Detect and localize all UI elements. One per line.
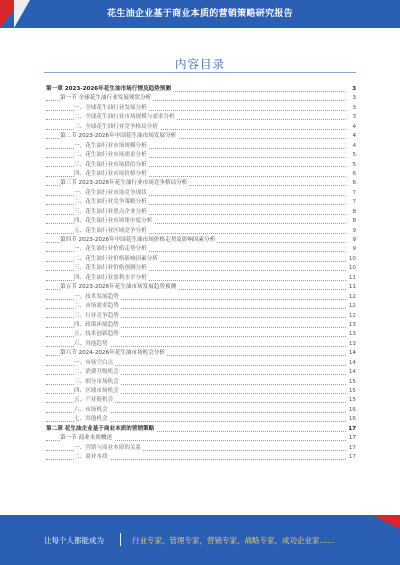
toc-entry[interactable] [46, 368, 356, 377]
toc-entry-page: 10 [348, 264, 356, 273]
toc-entry-page: 4 [351, 142, 356, 151]
toc-entry-page: 17 [347, 425, 356, 434]
toc-entry-page: 13 [348, 321, 356, 330]
toc-entry-title: 二、市场需求趋势 [74, 303, 119, 310]
toc-entry[interactable] [46, 264, 356, 273]
toc-entry[interactable] [46, 378, 356, 387]
toc-entry-title: 第六节 2024-2026年花生油市场机会分析 [60, 350, 165, 357]
toc-entry-title: 六、其他趋势 [74, 340, 108, 347]
toc-entry-title: 一、技术发展趋势 [74, 293, 119, 300]
toc-entry[interactable] [46, 349, 356, 358]
toc-entry-title: 一、市场空白点 [74, 359, 114, 366]
toc-entry[interactable] [46, 453, 356, 462]
toc-entry-page: 15 [348, 396, 356, 405]
toc-entry-title: 五、技术创新趋势 [74, 331, 119, 338]
toc-entry-title: 七、其他机会 [74, 416, 108, 423]
toc-entry[interactable] [46, 227, 356, 236]
toc-entry[interactable] [46, 255, 356, 264]
toc-entry-page: 16 [348, 406, 356, 415]
toc-entry-page: 5 [351, 161, 356, 170]
toc-entry-title: 第一章 2023-2026年花生油市场行情及趋势预测 [46, 86, 171, 92]
toc-entry-page: 12 [348, 293, 356, 302]
toc-entry[interactable] [46, 406, 356, 415]
toc-entry[interactable] [46, 104, 356, 113]
toc-entry[interactable] [46, 236, 356, 245]
toc-entry-page: 13 [348, 340, 356, 349]
toc-entry-page: 14 [348, 368, 356, 377]
toc-entry[interactable] [46, 274, 356, 283]
toc-entry-title: 第二章 花生油企业基于商业本质的营销策略 [46, 425, 155, 432]
toc-entry-title: 一、花生油行业市场规模分析 [74, 142, 147, 149]
toc-entry-page: 14 [348, 349, 356, 358]
toc-entry[interactable] [46, 123, 356, 132]
toc-entry-title: 五、产业链机会 [74, 397, 114, 404]
toc-entry[interactable] [46, 340, 356, 349]
toc-entry-title: 二、花生油行业市场需求分析 [74, 152, 147, 159]
toc-entry[interactable] [46, 415, 356, 424]
toc-entry[interactable] [46, 85, 356, 94]
toc-entry-page: 3 [351, 94, 356, 103]
toc-heading-divider [44, 72, 356, 73]
toc-entry-page: 3 [351, 113, 356, 122]
toc-entry[interactable] [46, 321, 356, 330]
toc-entry-title: 第一节 商业本质概述 [60, 435, 113, 442]
toc-entry[interactable] [46, 387, 356, 396]
toc-entry[interactable] [46, 312, 356, 321]
toc-entry[interactable] [46, 94, 356, 103]
toc-entry[interactable] [46, 434, 356, 443]
toc-entry-title: 二、消费升级机会 [74, 369, 119, 376]
toc-entry-title: 二、花生油行业价格影响因素分析 [74, 255, 158, 262]
toc-heading: 内容目录 [175, 57, 225, 71]
toc-entry-title: 第三节 2023-2026年花生油行业市场竞争格局分析 [60, 180, 188, 187]
toc-entry-title: 一、花生油行业市场竞争现状 [74, 189, 147, 196]
toc-entry-title: 三、细分市场机会 [74, 378, 119, 385]
toc-entry-title: 五、花生油行业区域竞争分析 [74, 227, 147, 234]
toc-entry-page: 6 [351, 179, 356, 188]
toc-entry-page: 3 [351, 85, 356, 94]
toc-entry-title: 一、花生油行业价格走势分析 [74, 246, 147, 253]
toc-entry-page: 11 [348, 283, 356, 292]
toc-entry[interactable] [46, 217, 356, 226]
toc-entry-page: 5 [351, 151, 356, 160]
toc-entry[interactable] [46, 170, 356, 179]
toc-entry[interactable] [46, 198, 356, 207]
toc-entry[interactable] [46, 245, 356, 254]
toc-entry-page: 3 [351, 104, 356, 113]
toc-entry-title: 四、区域市场机会 [74, 388, 119, 394]
toc-entry-title: 四、政策环境趋势 [74, 321, 119, 328]
toc-entry-page: 9 [351, 236, 356, 245]
toc-entry-page: 10 [348, 255, 356, 264]
toc-entry[interactable] [46, 396, 356, 405]
toc-entry-title: 三、花生油行业市场供给分析 [74, 161, 147, 168]
toc-entry-title: 第四节 2023-2026年中国花生油市场价格走势及影响因素分析 [60, 237, 216, 243]
toc-entry-page: 17 [348, 444, 356, 453]
page-header [0, 0, 400, 28]
toc-entry-page: 12 [348, 302, 356, 311]
toc-entry-page: 12 [348, 312, 356, 321]
toc-entry-title: 三、花生油行业价格预测分析 [74, 265, 147, 272]
toc-entry[interactable] [46, 359, 356, 368]
toc-entry-title: 第二节 2023-2026年中国花生油市场发展分析 [60, 133, 177, 140]
footer-red-stripe [372, 515, 400, 529]
toc-entry[interactable] [46, 151, 356, 160]
toc-entry[interactable] [46, 161, 356, 170]
toc-entry[interactable] [46, 132, 356, 141]
toc-entry-page: 16 [348, 415, 356, 424]
toc-entry-page: 9 [351, 245, 356, 254]
toc-entry-page: 14 [348, 359, 356, 368]
footer-roles: 行业专家，管理专家，营销专家，战略专家，成功企业家…… [132, 536, 335, 545]
toc-entry[interactable] [46, 444, 356, 453]
toc-entry-page: 13 [348, 330, 356, 339]
toc-entry-page: 7 [351, 189, 356, 198]
page-footer [0, 515, 400, 565]
toc-entry-title: 六、市场机会 [74, 406, 108, 413]
toc-entry[interactable] [46, 189, 356, 198]
toc-entry-title: 三、全球花生油行业竞争格局分析 [74, 123, 158, 130]
toc-entry-page: 17 [348, 453, 356, 462]
toc-entry-title: 二、商业本质 [74, 454, 108, 461]
toc-entry-title: 四、花生油行业盈利水平分析 [74, 274, 147, 281]
toc-entry-page: 7 [351, 198, 356, 207]
toc-entry[interactable] [46, 179, 356, 188]
toc-entry-title: 第一节 全球花生油行业发展现状分析 [60, 95, 152, 102]
toc-entry-page: 6 [351, 170, 356, 179]
toc-entry-title: 四、花生油行业市场价格分析 [74, 170, 147, 177]
toc-entry-page: 11 [348, 274, 356, 283]
toc-entry-title: 第五节 2023-2026年花生油市场发展趋势预测 [60, 284, 177, 291]
toc-entry[interactable] [46, 330, 356, 339]
toc-entry-page: 15 [348, 387, 356, 396]
toc-entry-page: 4 [351, 123, 356, 132]
toc-entry-title: 一、营销与商业本质的关系 [74, 444, 142, 451]
toc-entry[interactable] [46, 293, 356, 302]
toc-entry-page: 9 [351, 227, 356, 236]
footer-tagline: 让每个人都能成为 [44, 536, 104, 545]
toc-entry-page: 8 [351, 217, 356, 226]
toc-entry-title: 四、花生油行业市场集中度分析 [74, 218, 153, 225]
table-of-contents [46, 85, 356, 463]
toc-entry[interactable] [46, 283, 356, 292]
toc-entry-page: 17 [348, 434, 356, 443]
report-title: 花生油企业基于商业本质的营销策略研究报告 [106, 9, 293, 19]
toc-entry[interactable] [46, 113, 356, 122]
footer-separator [120, 533, 121, 546]
toc-entry-title: 二、花生油行业竞争策略分析 [74, 199, 147, 206]
toc-entry-title: 三、花生油行业重点企业分析 [74, 208, 147, 215]
toc-entry-title: 一、全球花生油行业发展分析 [74, 104, 147, 111]
toc-entry-page: 8 [351, 208, 356, 217]
toc-entry-title: 三、行业竞争趋势 [74, 312, 119, 319]
toc-entry-page: 4 [351, 132, 356, 141]
toc-entry[interactable] [46, 208, 356, 217]
toc-entry-page: 15 [348, 378, 356, 387]
toc-entry[interactable] [46, 302, 356, 311]
toc-entry-title: 二、全球花生油行业市场规模与需求分析 [74, 114, 175, 121]
toc-entry[interactable] [46, 142, 356, 151]
toc-entry[interactable] [46, 425, 356, 434]
